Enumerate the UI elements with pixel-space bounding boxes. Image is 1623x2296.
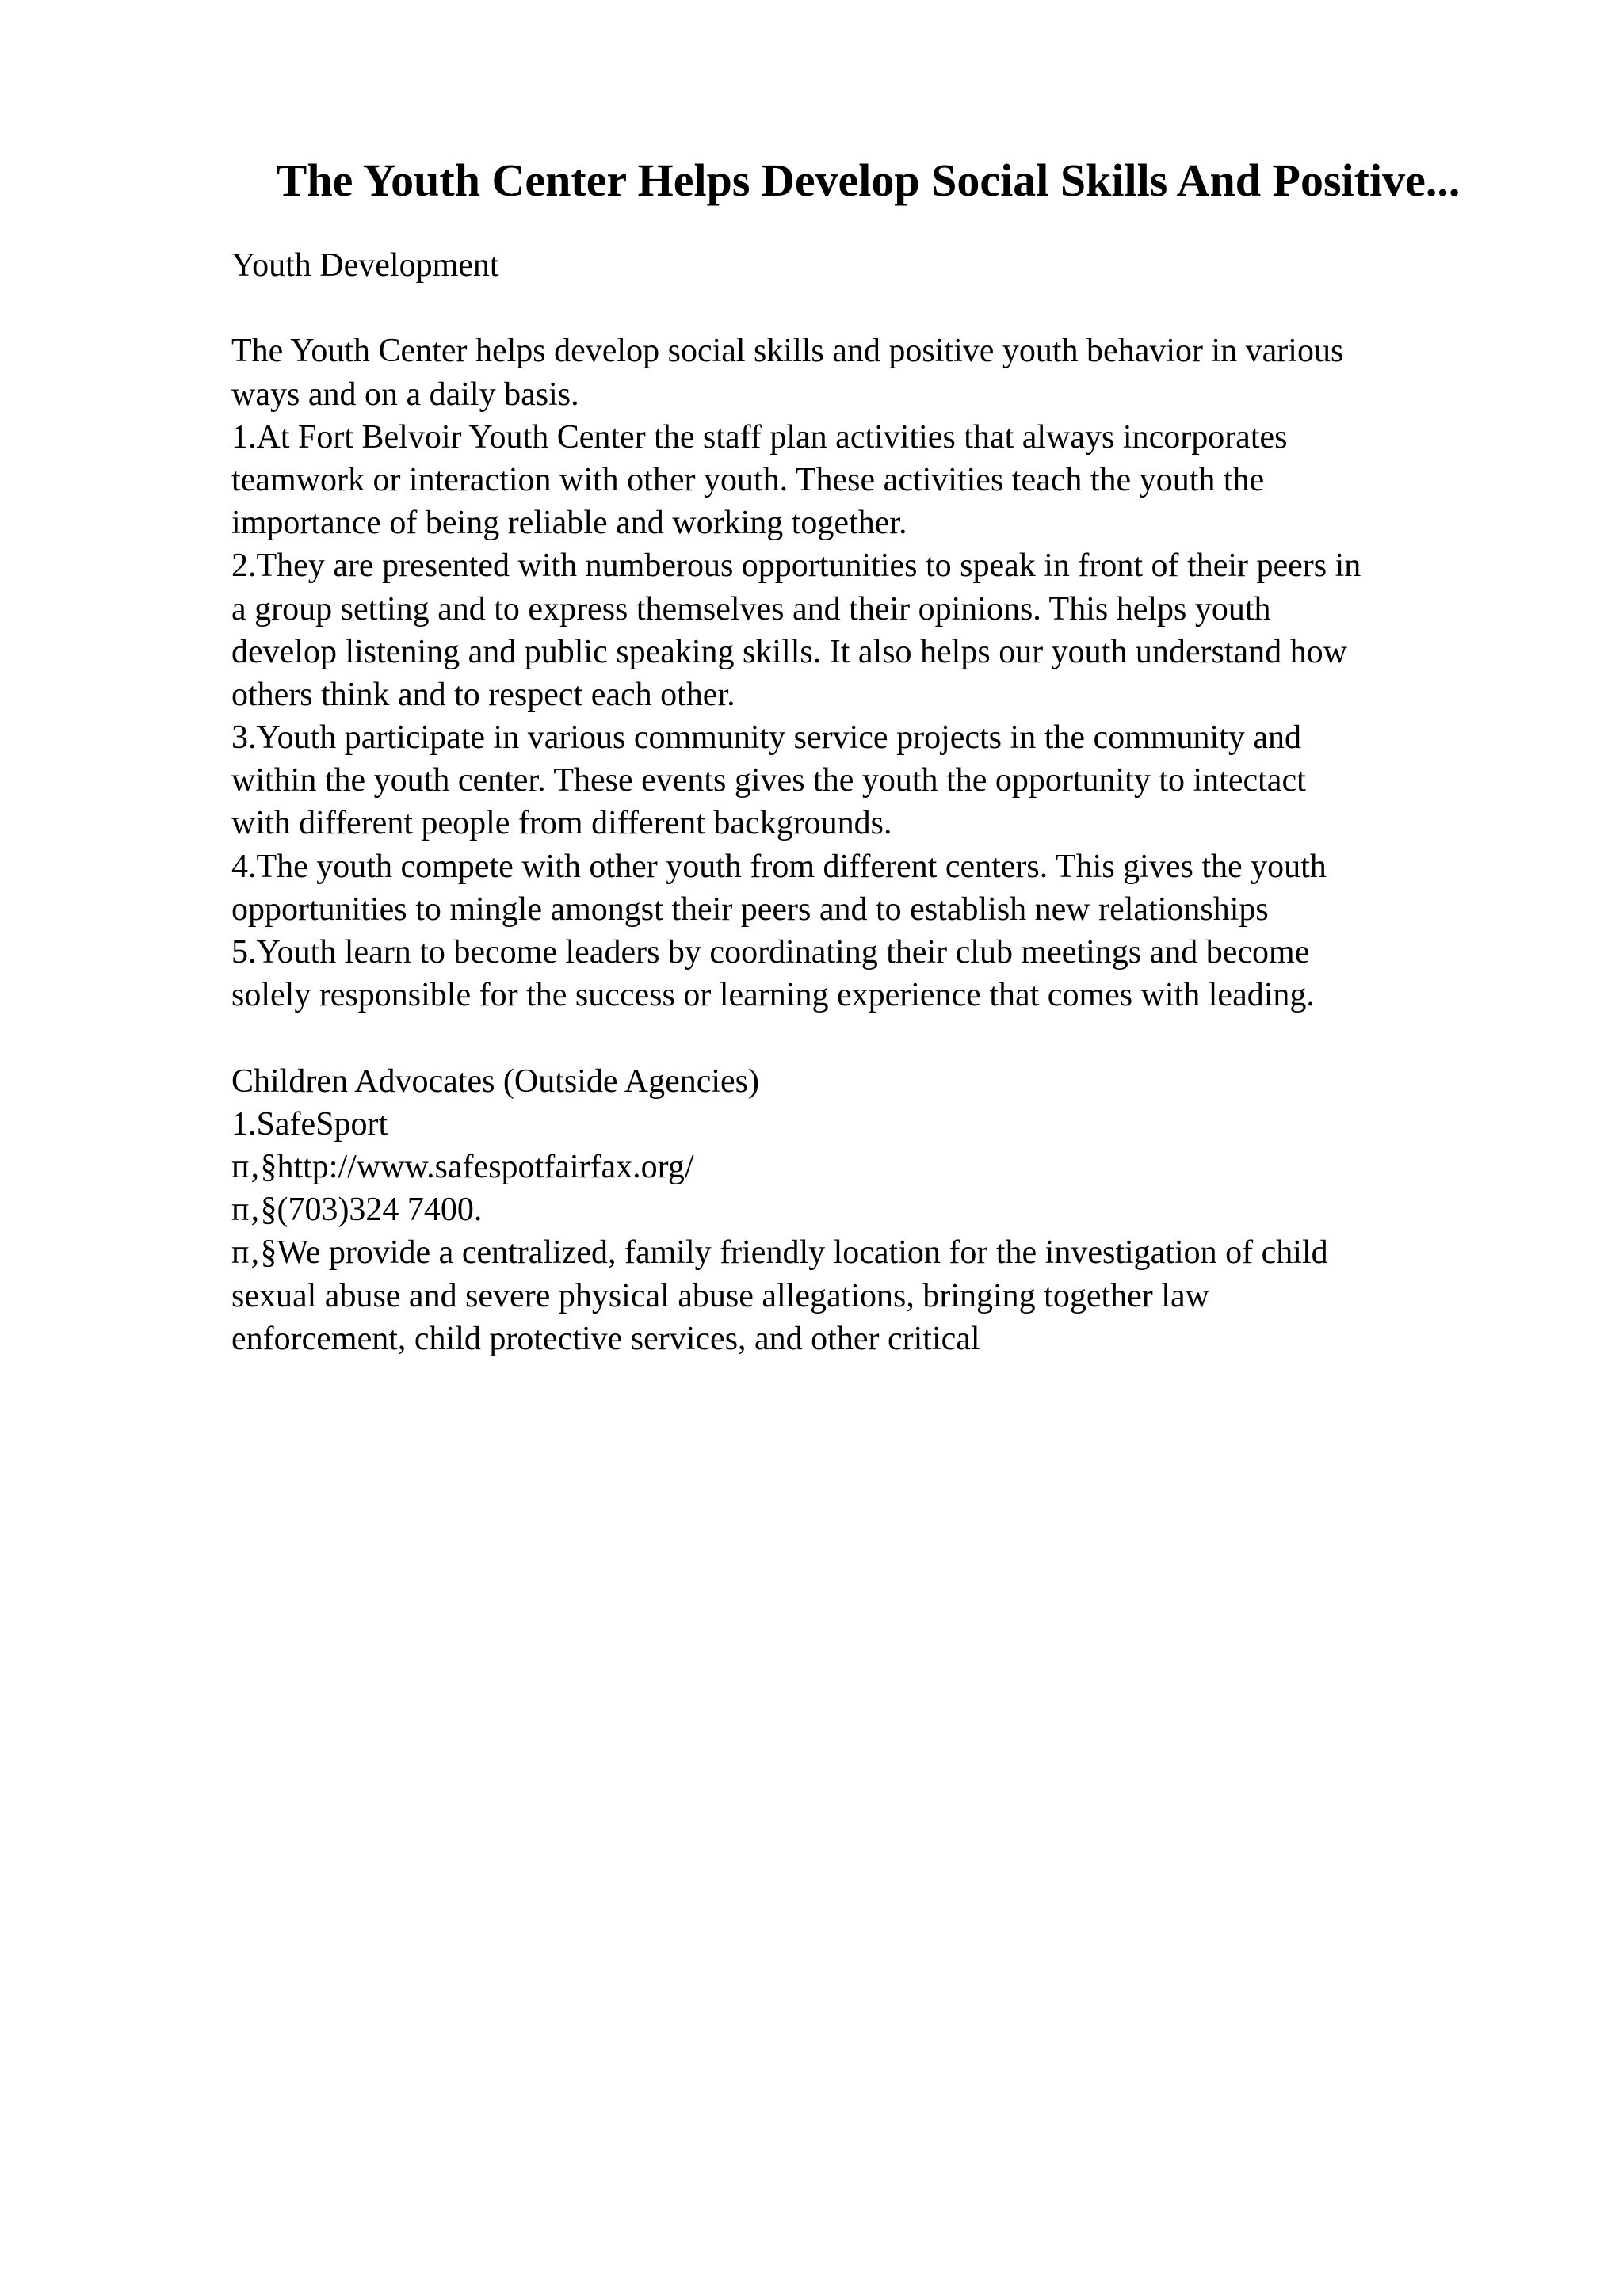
advocate-phone: п‚§(703)324 7400. bbox=[231, 1192, 483, 1229]
list-item-line: others think and to respect each other. bbox=[231, 676, 735, 713]
advocate-description-line: sexual abuse and severe physical abuse allegations, bringing together law bbox=[231, 1277, 1209, 1314]
list-item-line: importance of being reliable and working together. bbox=[231, 505, 907, 542]
paragraph-gap bbox=[231, 1016, 1499, 1059]
list-item-line: 3.Youth participate in various community service projects in the community and bbox=[231, 719, 1301, 757]
list-item-line: 5.Youth learn to become leaders by coordinating their club meetings and become bbox=[231, 934, 1310, 971]
advocate-url: п‚§http://www.safespotfairfax.org/ bbox=[231, 1148, 694, 1185]
document-body bbox=[231, 244, 1499, 1360]
list-item-line: 2.They are presented with numberous opportunities to speak in front of their peers in bbox=[231, 547, 1361, 585]
list-item-line: 1.At Fort Belvoir Youth Center the staff plan activities that always incorporates bbox=[231, 418, 1288, 456]
list-item-line: a group setting and to express themselves and their opinions. This helps youth bbox=[231, 590, 1271, 627]
intro-line: The Youth Center helps develop social skills and positive youth behavior in various bbox=[231, 333, 1344, 370]
advocate-description-line: п‚§We provide a centralized, family friendly location for the investigation of child bbox=[231, 1234, 1328, 1272]
list-item-line: 4.The youth compete with other youth from different centers. This gives the youth bbox=[231, 848, 1327, 885]
list-item-line: teamwork or interaction with other youth. These activities teach the youth the bbox=[231, 461, 1265, 498]
list-item-line: with different people from different backgrounds. bbox=[231, 805, 892, 842]
list-item-line: develop listening and public speaking skills. It also helps our youth understand how bbox=[231, 633, 1347, 670]
advocate-entry-name: 1.SafeSport bbox=[231, 1105, 388, 1142]
advocate-description-line: enforcement, child protective services, and other critical bbox=[231, 1320, 980, 1357]
list-item-line: solely responsible for the success or learning experience that comes with leading. bbox=[231, 977, 1315, 1014]
list-item-line: opportunities to mingle amongst their peers and to establish new relationships bbox=[231, 891, 1269, 928]
list-item-line: within the youth center. These events gives the youth the opportunity to intectact bbox=[231, 762, 1306, 799]
paragraph-gap bbox=[231, 287, 1499, 330]
advocates-heading: Children Advocates (Outside Agencies) bbox=[231, 1062, 760, 1100]
document-title: The Youth Center Helps Develop Social Skills And Positive... bbox=[276, 154, 1461, 206]
section-heading: Youth Development bbox=[231, 247, 499, 284]
intro-line: ways and on a daily basis. bbox=[231, 376, 579, 413]
